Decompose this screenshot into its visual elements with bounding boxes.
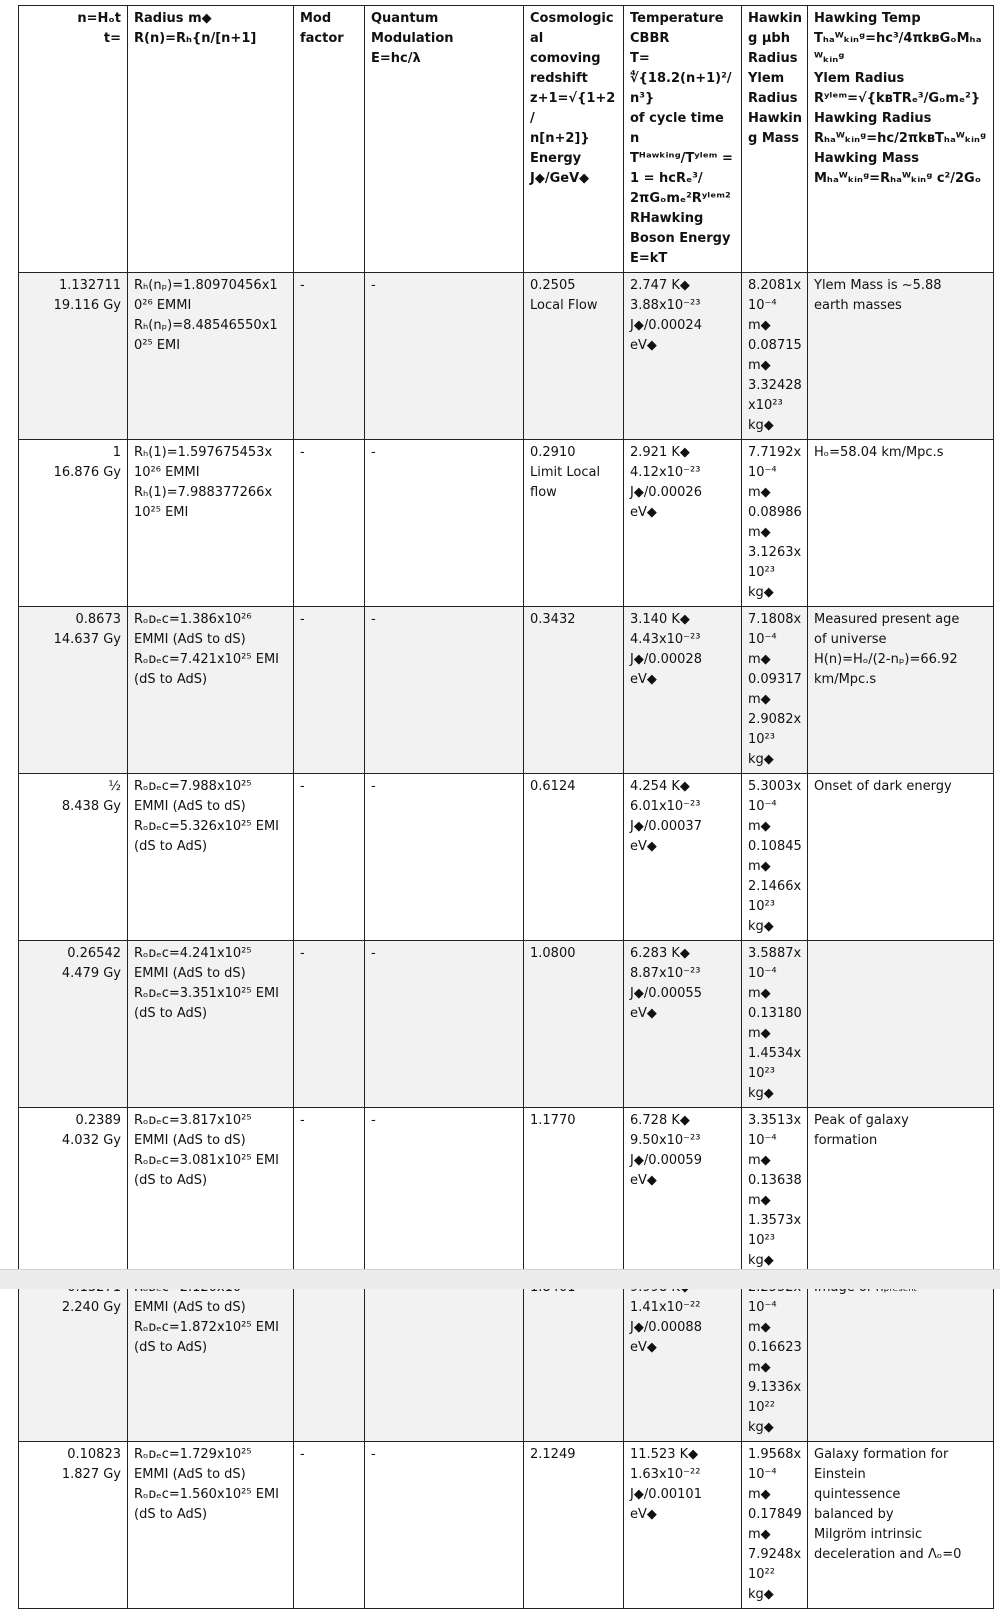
header-hawking-notes [808, 6, 994, 273]
cell-n-time [19, 273, 128, 440]
cell-line: - [300, 278, 305, 293]
cell-radius [128, 774, 294, 941]
cell-hawking-radius-mass [742, 941, 808, 1108]
cell-line: x10²³ [748, 398, 783, 413]
cell-radius [128, 1442, 294, 1609]
cell-line: 10⁻⁴ m◆ [748, 1300, 777, 1335]
cell-line: E=hc/λ [371, 51, 421, 66]
cell-line: 3.140 K◆ [630, 612, 690, 627]
cell-line: 10⁻⁴ m◆ [748, 799, 777, 834]
cell-line: Ylem Radius [814, 71, 905, 86]
cell-line: 6.283 K◆ [630, 946, 690, 961]
cell-line: - [371, 946, 376, 961]
table-row [19, 273, 994, 440]
cell-n-time [19, 1108, 128, 1275]
cell-line: 2.1249 [530, 1447, 576, 1462]
cell-line: m◆ [748, 525, 771, 540]
cell-line: 10²³ kg◆ [748, 1066, 775, 1101]
table-body [19, 273, 994, 1609]
cell-line: eV◆ [630, 1173, 657, 1188]
cell-line: 10⁻⁴ m◆ [748, 1133, 777, 1168]
table-header [19, 6, 994, 273]
cell-line: Rₒᴅₑᴄ=5.326x10²⁵ EMI [134, 819, 280, 834]
cell-line: Rʸˡᵉᵐ=√{kʙTRₑ³/Gₒmₑ²} [814, 91, 981, 106]
cell-line: 0.2910 [530, 445, 576, 460]
cell-line: m◆ [748, 1360, 771, 1375]
header-mod-factor [294, 6, 365, 273]
cell-hawking-notes [808, 607, 994, 774]
cell-line: flow [530, 485, 557, 500]
cell-line: 0.09317 [748, 672, 802, 687]
cell-line: 4.479 Gy [61, 966, 121, 981]
cell-line: Radius [748, 91, 798, 106]
cell-line: 2.921 K◆ [630, 445, 690, 460]
cell-line: Rₕₐᵂₖᵢₙᵍ=hc/2πkʙTₕₐᵂₖᵢₙᵍ [814, 131, 987, 146]
cell-line: 7.7192x [748, 445, 802, 460]
cell-line: (dS to AdS) [134, 1507, 208, 1522]
cell-line: J◆/GeV◆ [530, 171, 590, 186]
cell-line: eV◆ [630, 505, 657, 520]
cell-line: n[n+2]} [530, 131, 590, 146]
cell-line: RHawking [630, 211, 704, 226]
cell-line: Rₒᴅₑᴄ=7.988x10²⁵ [134, 779, 252, 794]
header-radius [128, 6, 294, 273]
cell-line: 3.32428 [748, 378, 802, 393]
cell-line: 16.876 Gy [53, 465, 121, 480]
cell-line: - [300, 612, 305, 627]
cell-line: J◆/0.00101 [630, 1487, 702, 1502]
cell-hawking-notes [808, 1275, 994, 1442]
cell-line: 10⁻⁴ m◆ [748, 465, 777, 500]
cell-line: 10⁻⁴ m◆ [748, 298, 777, 333]
cell-line: eV◆ [630, 1006, 657, 1021]
cell-line: Measured present age [814, 612, 960, 627]
cell-line: Tᴴᵃʷᵏⁱⁿᵍ/Tʸˡᵉᵐ = [630, 151, 733, 166]
cell-hawking-radius-mass [742, 607, 808, 774]
cell-line: 10²³ kg◆ [748, 899, 775, 934]
cell-line: Rₕ(nₚ)=8.48546550x1 [134, 318, 278, 333]
cell-line: of universe [814, 632, 887, 647]
cell-line: n=Hₒt [77, 11, 121, 26]
cell-radius [128, 607, 294, 774]
cell-line: 9.50x10⁻²³ [630, 1133, 701, 1148]
cell-line: J◆/0.00088 [630, 1320, 702, 1335]
cell-line: 1.827 Gy [61, 1467, 121, 1482]
cell-line: Rₒᴅₑᴄ=1.872x10²⁵ EMI [134, 1320, 280, 1335]
cell-line: 0.17849 [748, 1507, 802, 1522]
cell-line: 1 = hcRₑ³/ [630, 171, 703, 186]
cell-hawking-notes [808, 1108, 994, 1275]
cell-line: EMMI (AdS to dS) [134, 1300, 246, 1315]
cell-line: EMMI (AdS to dS) [134, 1467, 246, 1482]
cell-line: Boson Energy [630, 231, 731, 246]
cell-line: 0.2389 [75, 1113, 121, 1128]
cell-line: 3.3513x [748, 1113, 802, 1128]
cell-line: g Mass [748, 131, 800, 146]
cell-line: J◆/0.00037 [630, 819, 702, 834]
cell-line: (dS to AdS) [134, 672, 208, 687]
cell-line: - [300, 946, 305, 961]
cell-radius [128, 1108, 294, 1275]
cell-line: eV◆ [630, 1507, 657, 1522]
cell-line: formation [814, 1133, 878, 1148]
cell-line: Limit Local [530, 465, 601, 480]
cell-line: 1.63x10⁻²² [630, 1467, 701, 1482]
cell-line: 1.1770 [530, 1113, 576, 1128]
cell-mod-factor [294, 1108, 365, 1275]
cell-line: n [630, 131, 640, 146]
cell-line: 0.08715 [748, 338, 802, 353]
cell-line: - [300, 1113, 305, 1128]
cell-line: - [300, 1447, 305, 1462]
cell-line: Rₒᴅₑᴄ=3.817x10²⁵ [134, 1113, 252, 1128]
cell-line: - [300, 445, 305, 460]
cell-line: 0²⁵ EMI [134, 338, 181, 353]
cell-line: 10²³ kg◆ [748, 1233, 775, 1268]
cell-quantum-modulation [365, 1108, 524, 1275]
cell-line: Hawkin [748, 111, 803, 126]
cell-line: m◆ [748, 358, 771, 373]
cell-line: Ylem Mass is ~5.88 [814, 278, 942, 293]
cell-line: - [371, 779, 376, 794]
cell-line: (dS to AdS) [134, 839, 208, 854]
table-row [19, 1442, 994, 1609]
cell-line: eV◆ [630, 338, 657, 353]
cell-line: (dS to AdS) [134, 1173, 208, 1188]
header-n-time [19, 6, 128, 273]
cell-line: 0.3432 [530, 612, 576, 627]
cell-line: m◆ [748, 1026, 771, 1041]
cell-hawking-radius-mass [742, 1275, 808, 1442]
cell-line: 7.1808x [748, 612, 802, 627]
cell-line: H(n)=Hₒ/(2-nₚ)=66.92 [814, 652, 958, 667]
cell-line: 0.16623 [748, 1340, 802, 1355]
cell-line: Cosmologic [530, 11, 614, 26]
cell-mod-factor [294, 273, 365, 440]
cell-line: 4.43x10⁻²³ [630, 632, 701, 647]
cell-line: Hawking Mass [814, 151, 920, 166]
cell-line: 1.9568x [748, 1447, 802, 1462]
cell-line: Tₕₐᵂₖᵢₙᵍ=hc³/4πkʙGₒMₕₐ [814, 31, 982, 46]
cell-hawking-radius-mass [742, 1442, 808, 1609]
cell-line: (dS to AdS) [134, 1006, 208, 1021]
cell-line: ∜{18.2(n+1)²/ [630, 71, 732, 86]
cell-line: kg◆ [748, 418, 774, 433]
cell-line: Radius m◆ [134, 11, 212, 26]
cell-line: Rₕ(1)=1.597675453x [134, 445, 273, 460]
cell-line: 3.1263x [748, 545, 802, 560]
cell-quantum-modulation [365, 1275, 524, 1442]
cell-line: 0.08986 [748, 505, 802, 520]
header-temperature [624, 6, 742, 273]
cell-radius [128, 273, 294, 440]
cell-line: R(n)=Rₕ{n/[n+1] [134, 31, 257, 46]
cell-line: T= [630, 51, 650, 66]
cell-line: t= [103, 31, 121, 46]
cell-line: Radius [748, 51, 798, 66]
cell-line: J◆/0.00055 [630, 986, 702, 1001]
cell-line: Hawking Radius [814, 111, 932, 126]
cell-line: 2.240 Gy [61, 1300, 121, 1315]
cell-line: 10⁻⁴ m◆ [748, 1467, 777, 1502]
cell-line: 10²² kg◆ [748, 1400, 775, 1435]
cell-line: 10²³ kg◆ [748, 565, 775, 600]
cell-line: Rₒᴅₑᴄ=1.560x10²⁵ EMI [134, 1487, 280, 1502]
cell-line: (dS to AdS) [134, 1340, 208, 1355]
cosmology-table [18, 5, 994, 1609]
cell-line: Energy [530, 151, 582, 166]
cell-line: Einstein [814, 1467, 866, 1482]
document-page [18, 5, 994, 1609]
cell-temperature [624, 774, 742, 941]
cell-line: - [371, 278, 376, 293]
cell-line: comoving [530, 51, 601, 66]
table-row [19, 774, 994, 941]
cell-redshift [524, 273, 624, 440]
cell-line: z+1=√{1+2/ [530, 91, 616, 126]
cell-line: Rₒᴅₑᴄ=4.241x10²⁵ [134, 946, 252, 961]
cell-quantum-modulation [365, 774, 524, 941]
cell-redshift [524, 1108, 624, 1275]
cell-redshift [524, 1442, 624, 1609]
cell-line: 0.13638 [748, 1173, 802, 1188]
cell-line: EMMI (AdS to dS) [134, 1133, 246, 1148]
cell-line: Hₒ=58.04 km/Mpc.s [814, 445, 944, 460]
cell-line: 0.6124 [530, 779, 576, 794]
table-row [19, 440, 994, 607]
cell-line: Rₒᴅₑᴄ=3.081x10²⁵ EMI [134, 1153, 280, 1168]
cell-redshift [524, 941, 624, 1108]
cell-line: al [530, 31, 544, 46]
cell-line: 0.8673 [75, 612, 121, 627]
cell-radius [128, 440, 294, 607]
cell-line: 0.2505 [530, 278, 576, 293]
cell-line: balanced by [814, 1507, 894, 1522]
cell-quantum-modulation [365, 273, 524, 440]
cell-line: 14.637 Gy [53, 632, 121, 647]
table-row [19, 1108, 994, 1275]
cell-line: 4.254 K◆ [630, 779, 690, 794]
table-row [19, 941, 994, 1108]
cell-temperature [624, 440, 742, 607]
cell-line: 2.1466x [748, 879, 802, 894]
cell-line: deceleration and Λₒ=0 [814, 1547, 962, 1562]
cell-line: 7.9248x [748, 1547, 802, 1562]
cell-quantum-modulation [365, 1442, 524, 1609]
cell-line: 10²⁶ EMMI [134, 465, 200, 480]
cell-line: CBBR [630, 31, 670, 46]
cell-temperature [624, 1275, 742, 1442]
cell-line: Milgröm intrinsic [814, 1527, 923, 1542]
cell-mod-factor [294, 607, 365, 774]
cell-line: 1.132711 [58, 278, 121, 293]
cell-n-time [19, 774, 128, 941]
header-hawking-radius-mass [742, 6, 808, 273]
cell-line: 11.523 K◆ [630, 1447, 699, 1462]
cell-line: n³} [630, 91, 655, 106]
cell-line: - [371, 1113, 376, 1128]
bottom-strip [0, 1269, 1000, 1289]
cell-line: Modulation [371, 31, 454, 46]
cell-n-time [19, 440, 128, 607]
cell-quantum-modulation [365, 440, 524, 607]
cell-line: J◆/0.00059 [630, 1153, 702, 1168]
cell-line: J◆/0.00028 [630, 652, 702, 667]
cell-redshift [524, 607, 624, 774]
cell-line: earth masses [814, 298, 902, 313]
cell-line: ½ [108, 779, 121, 794]
cell-line: 2.9082x [748, 712, 802, 727]
cell-line: - [300, 779, 305, 794]
cell-line: 9.1336x [748, 1380, 802, 1395]
cell-line: m◆ [748, 1527, 771, 1542]
cell-line: Mod [300, 11, 332, 26]
cell-line: Mₕₐᵂₖᵢₙᵍ=Rₕₐᵂₖᵢₙᵍ c²/2Gₒ [814, 171, 982, 186]
cell-line: 2πGₒmₑ²Rʸˡᵉᵐ² [630, 191, 731, 206]
cell-line: m◆ [748, 859, 771, 874]
cell-temperature [624, 607, 742, 774]
cell-line: - [371, 1447, 376, 1462]
cell-line: 8.438 Gy [61, 799, 121, 814]
cell-line: eV◆ [630, 839, 657, 854]
cell-line: 1.0800 [530, 946, 576, 961]
cell-line: 10⁻⁴ m◆ [748, 632, 777, 667]
cell-line: 1.41x10⁻²² [630, 1300, 701, 1315]
cell-hawking-notes [808, 1442, 994, 1609]
cell-line: 6.728 K◆ [630, 1113, 690, 1128]
cell-quantum-modulation [365, 607, 524, 774]
cell-line: 1.3573x [748, 1213, 802, 1228]
cell-mod-factor [294, 440, 365, 607]
cell-line: ᵂₖᵢₙᵍ [814, 51, 845, 66]
cell-line: Rₒᴅₑᴄ=1.729x10²⁵ [134, 1447, 252, 1462]
cell-line: Galaxy formation for [814, 1447, 949, 1462]
cell-line: 0²⁶ EMMI [134, 298, 192, 313]
cell-line: of cycle time [630, 111, 724, 126]
cell-line: - [371, 445, 376, 460]
cell-temperature [624, 1442, 742, 1609]
cell-hawking-radius-mass [742, 774, 808, 941]
cell-mod-factor [294, 774, 365, 941]
cell-hawking-notes [808, 941, 994, 1108]
cell-line: 4.12x10⁻²³ [630, 465, 701, 480]
cell-line: Rₒᴅₑᴄ=1.386x10²⁶ [134, 612, 252, 627]
cell-line: 0.10845 [748, 839, 802, 854]
cell-hawking-radius-mass [742, 273, 808, 440]
cell-line: 10²⁵ EMI [134, 505, 189, 520]
cell-line: Hawking Temp [814, 11, 921, 26]
cell-line: Rₒᴅₑᴄ=3.351x10²⁵ EMI [134, 986, 280, 1001]
cell-line: g µbh [748, 31, 790, 46]
cell-n-time [19, 607, 128, 774]
cell-hawking-radius-mass [742, 1108, 808, 1275]
cell-line: 1.4534x [748, 1046, 802, 1061]
cell-line: EMMI (AdS to dS) [134, 632, 246, 647]
cell-line: 19.116 Gy [53, 298, 121, 313]
cell-line: 0.10823 [67, 1447, 121, 1462]
cell-line: Rₕ(nₚ)=1.80970456x1 [134, 278, 278, 293]
cell-line: 8.87x10⁻²³ [630, 966, 701, 981]
cell-mod-factor [294, 1442, 365, 1609]
cell-line: 4.032 Gy [61, 1133, 121, 1148]
table-row [19, 607, 994, 774]
cell-temperature [624, 941, 742, 1108]
cell-line: quintessence [814, 1487, 901, 1502]
cell-line: J◆/0.00024 [630, 318, 702, 333]
cell-line: eV◆ [630, 672, 657, 687]
cell-line: Quantum [371, 11, 439, 26]
cell-hawking-radius-mass [742, 440, 808, 607]
cell-hawking-notes [808, 440, 994, 607]
cell-redshift [524, 440, 624, 607]
cell-line: EMMI (AdS to dS) [134, 799, 246, 814]
cell-line: Ylem [748, 71, 785, 86]
cell-line: 3.5887x [748, 946, 802, 961]
cell-line: 10²² kg◆ [748, 1567, 775, 1602]
cell-line: Rₒᴅₑᴄ=7.421x10²⁵ EMI [134, 652, 280, 667]
cell-line: 1 [112, 445, 121, 460]
cell-line: 3.88x10⁻²³ [630, 298, 701, 313]
cell-redshift [524, 774, 624, 941]
cell-line: J◆/0.00026 [630, 485, 702, 500]
header-quantum-modulation [365, 6, 524, 273]
cell-hawking-notes [808, 273, 994, 440]
cell-mod-factor [294, 1275, 365, 1442]
header-redshift [524, 6, 624, 273]
cell-temperature [624, 1108, 742, 1275]
cell-line: Rₕ(1)=7.988377266x [134, 485, 273, 500]
cell-line: 10⁻⁴ m◆ [748, 966, 777, 1001]
cell-line: 8.2081x [748, 278, 802, 293]
cell-line: 2.747 K◆ [630, 278, 690, 293]
cell-line: Hawkin [748, 11, 803, 26]
cell-temperature [624, 273, 742, 440]
cell-line: Local Flow [530, 298, 598, 313]
cell-line: E=kT [630, 251, 668, 266]
cell-line: 6.01x10⁻²³ [630, 799, 701, 814]
cell-line: 0.26542 [67, 946, 121, 961]
cell-line: - [371, 612, 376, 627]
cell-line: km/Mpc.s [814, 672, 877, 687]
cell-line: redshift [530, 71, 588, 86]
cell-radius [128, 1275, 294, 1442]
cell-line: 10²³ kg◆ [748, 732, 775, 767]
cell-hawking-notes [808, 774, 994, 941]
header-row [19, 6, 994, 273]
cell-line: m◆ [748, 692, 771, 707]
cell-mod-factor [294, 941, 365, 1108]
cell-line: Temperature [630, 11, 724, 26]
cell-radius [128, 941, 294, 1108]
cell-n-time [19, 1275, 128, 1442]
cell-line: EMMI (AdS to dS) [134, 966, 246, 981]
cell-line: Onset of dark energy [814, 779, 952, 794]
cell-line: factor [300, 31, 344, 46]
cell-line: Peak of galaxy [814, 1113, 909, 1128]
cell-line: m◆ [748, 1193, 771, 1208]
table-row [19, 1275, 994, 1442]
cell-line: 5.3003x [748, 779, 802, 794]
cell-n-time [19, 941, 128, 1108]
cell-line: eV◆ [630, 1340, 657, 1355]
cell-line: 0.13180 [748, 1006, 802, 1021]
cell-n-time [19, 1442, 128, 1609]
cell-redshift [524, 1275, 624, 1442]
cell-quantum-modulation [365, 941, 524, 1108]
